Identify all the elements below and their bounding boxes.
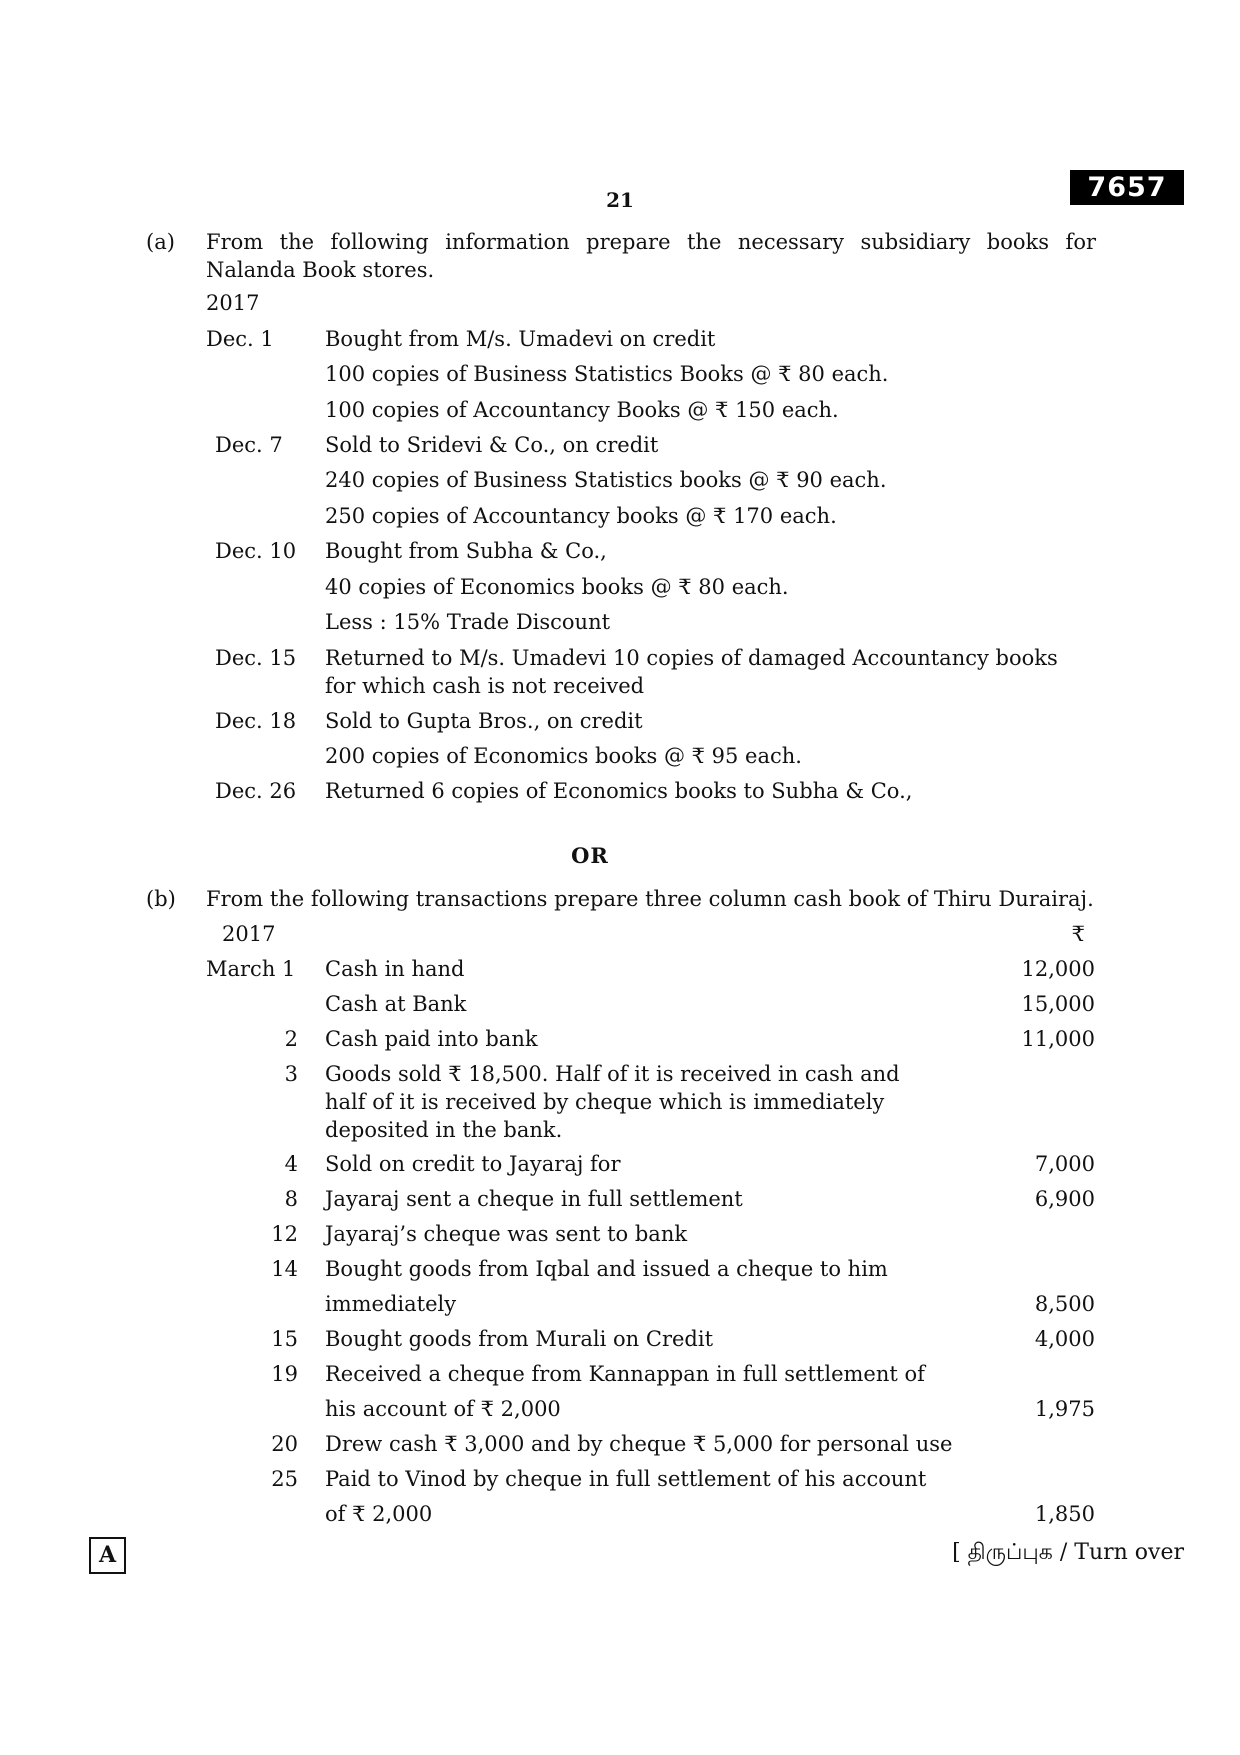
entry-amount: 6,900 bbox=[1034, 1187, 1095, 1211]
part-b-question: From the following transactions prepare three column cash book of Thiru Durairaj. bbox=[206, 887, 1094, 911]
entry-amount: 8,500 bbox=[1034, 1292, 1095, 1316]
entry-date: Dec. 7 bbox=[215, 433, 283, 457]
entry-line: Sold to Sridevi & Co., on credit bbox=[325, 433, 659, 457]
page-number: 21 bbox=[606, 188, 634, 212]
entry-text: Paid to Vinod by cheque in full settlement of his account bbox=[325, 1467, 927, 1491]
entry-amount: 4,000 bbox=[1034, 1327, 1095, 1351]
entry-date: 14 bbox=[271, 1257, 298, 1281]
entry-text: Goods sold ₹ 18,500. Half of it is received in cash and half of it is received by cheque which is immediately deposited in the bank. bbox=[325, 1062, 900, 1142]
entry-date: March 1 bbox=[206, 957, 296, 981]
entry-line: 40 copies of Economics books @ ₹ 80 each. bbox=[325, 575, 789, 599]
entry-text: Jayaraj sent a cheque in full settlement bbox=[325, 1187, 743, 1211]
entry-text: Bought goods from Iqbal and issued a cheque to him bbox=[325, 1257, 888, 1281]
entry-amount: 11,000 bbox=[1021, 1027, 1095, 1051]
series-letter-box: A bbox=[89, 1537, 126, 1574]
entry-date: Dec. 26 bbox=[215, 779, 297, 803]
part-a-question: From the following information prepare the necessary subsidiary books for Nalanda Book stores. bbox=[206, 230, 1096, 282]
part-b-year: 2017 bbox=[222, 922, 276, 946]
entry-text: Sold on credit to Jayaraj for bbox=[325, 1152, 621, 1176]
entry-date: 12 bbox=[271, 1222, 298, 1246]
entry-date: 20 bbox=[271, 1432, 298, 1456]
entry-date: Dec. 18 bbox=[215, 709, 297, 733]
currency-symbol-header: ₹ bbox=[1071, 922, 1085, 946]
entry-line: 100 copies of Business Statistics Books @ ₹ 80 each. bbox=[325, 362, 889, 386]
entry-date: 2 bbox=[284, 1027, 298, 1051]
part-a-label: (a) bbox=[146, 230, 175, 254]
entry-text: immediately bbox=[325, 1292, 457, 1316]
entry-date: 3 bbox=[284, 1062, 298, 1086]
entry-date: 25 bbox=[271, 1467, 298, 1491]
part-b-label: (b) bbox=[146, 887, 176, 911]
entry-line: Returned to M/s. Umadevi 10 copies of damaged Accountancy books for which cash is not received bbox=[325, 646, 1058, 698]
entry-line: 240 copies of Business Statistics books @ ₹ 90 each. bbox=[325, 468, 887, 492]
turn-over-text: [ திருப்புக / Turn over bbox=[952, 1540, 1184, 1565]
entry-amount: 7,000 bbox=[1034, 1152, 1095, 1176]
entry-line: 100 copies of Accountancy Books @ ₹ 150 each. bbox=[325, 398, 839, 422]
entry-line: Bought from Subha & Co., bbox=[325, 539, 607, 563]
entry-date: 15 bbox=[271, 1327, 298, 1351]
entry-date: 8 bbox=[284, 1187, 298, 1211]
entry-text: his account of ₹ 2,000 bbox=[325, 1397, 561, 1421]
entry-date: Dec. 15 bbox=[215, 646, 297, 670]
entry-amount: 12,000 bbox=[1021, 957, 1095, 981]
entry-amount: 15,000 bbox=[1021, 992, 1095, 1016]
entry-date: Dec. 1 bbox=[206, 327, 274, 351]
entry-line: 200 copies of Economics books @ ₹ 95 each. bbox=[325, 744, 802, 768]
entry-line: 250 copies of Accountancy books @ ₹ 170 each. bbox=[325, 504, 837, 528]
entry-text: Jayaraj’s cheque was sent to bank bbox=[325, 1222, 688, 1246]
entry-text: Cash paid into bank bbox=[325, 1027, 538, 1051]
or-heading: OR bbox=[571, 843, 609, 868]
entry-date: Dec. 10 bbox=[215, 539, 297, 563]
entry-text: Bought goods from Murali on Credit bbox=[325, 1327, 714, 1351]
entry-line: Less : 15% Trade Discount bbox=[325, 610, 611, 634]
entry-date: 19 bbox=[271, 1362, 298, 1386]
entry-line: Returned 6 copies of Economics books to Subha & Co., bbox=[325, 779, 913, 803]
part-a-year: 2017 bbox=[206, 291, 260, 315]
entry-text: Drew cash ₹ 3,000 and by cheque ₹ 5,000 for personal use bbox=[325, 1432, 953, 1456]
entry-amount: 1,975 bbox=[1034, 1397, 1095, 1421]
paper-code-box: 7657 bbox=[1070, 170, 1184, 205]
entry-text: of ₹ 2,000 bbox=[325, 1502, 433, 1526]
entry-text: Cash at Bank bbox=[325, 992, 467, 1016]
entry-text: Received a cheque from Kannappan in full settlement of bbox=[325, 1362, 925, 1386]
entry-text: Cash in hand bbox=[325, 957, 465, 981]
entry-line: Bought from M/s. Umadevi on credit bbox=[325, 327, 716, 351]
entry-amount: 1,850 bbox=[1034, 1502, 1095, 1526]
entry-line: Sold to Gupta Bros., on credit bbox=[325, 709, 643, 733]
entry-date: 4 bbox=[284, 1152, 298, 1176]
